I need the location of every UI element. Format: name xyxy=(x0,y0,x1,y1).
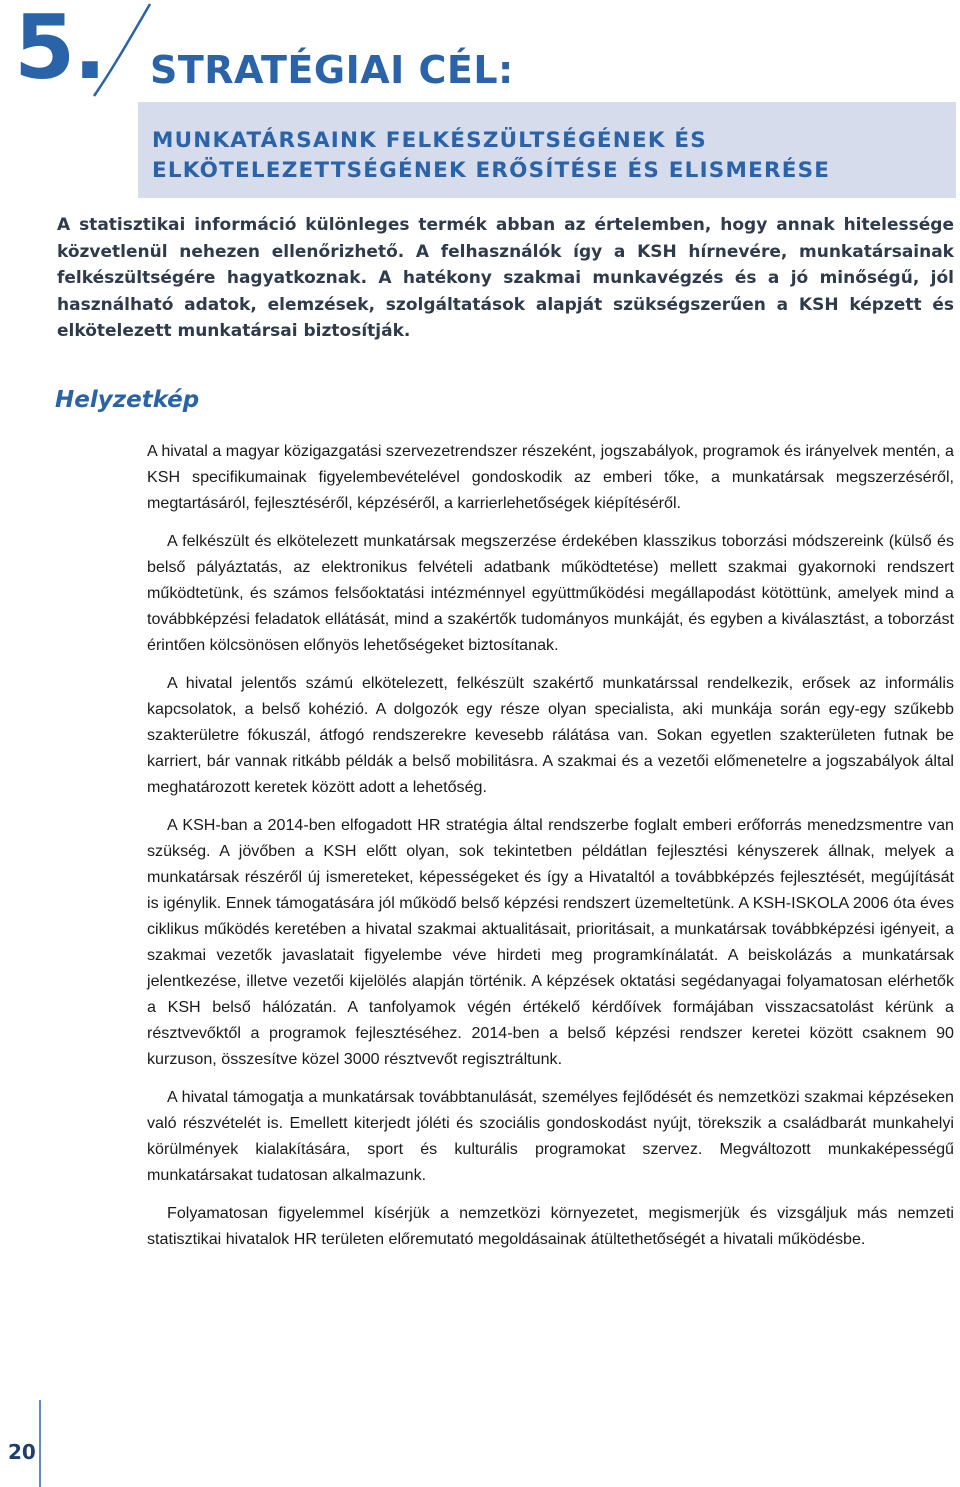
page-title: STRATÉGIAI CÉL: xyxy=(150,48,514,92)
intro-paragraph: A statisztikai információ különleges termék abban az értelemben, hogy annak hitelessége közvetlenül nehezen ellenőrizhető. A felhasználók így a KSH hírnevére, munkatársainak felkészültségére hagyatkoznak. A hatékony szakmai munkavégzés és a jó minőségű, jól használható adatok, elemzések, szolgáltatások alapját szükségszerűen a KSH képzett és elkötelezett munkatársai biztosítják. xyxy=(57,215,954,341)
paragraph: A KSH-ban a 2014-ben elfogadott HR stratégia által rendszerbe foglalt emberi erőforrás menedzsmentre van szükség. A jövőben a KSH előtt olyan, sok tekintetben példátlan fejlesztési kényszerek állnak, melyek a munkatársak részéről új ismereteket, képességeket és így a Hivataltól a továbbképzés fejlesztését, megújítását is igénylik. Ennek támogatására jól működő belső képzési rendszert üzemeltetünk. A KSH-ISKOLA 2006 óta éves ciklikus működés keretében a hivatal szakmai aktualitásait, prioritásait, a munkatársak továbbképzési igényeit, a szakmai vezetők javaslatait figyelembe véve hirdeti meg programkínálatát. A beiskolázás a munkatársak jelentkezése, illetve vezetői kijelölés alapján történik. A képzések oktatási segédanyagai folyamatosan elérhetők a KSH belső hálózatán. A tanfolyamok végén értékelő kérdőívek formájában visszacsatolást kérünk a résztvevőktől a programok fejlesztéséhez. 2014-ben a belső képzési rendszer keretei között csaknem 90 kurzuson, összesítve közel 3000 résztvevőt regisztráltunk. xyxy=(147,816,954,1068)
paragraph: A hivatal támogatja a munkatársak továbbtanulását, személyes fejlődését és nemzetközi szakmai képzéseken való részvételét is. Emellett kiterjedt jóléti és szociális gondoskodást nyújt, törekszik a családbarát munkahelyi körülmények kialakítására, sport és kulturális programokat szervez. Megváltozott munkaképességű munkatársakat tudatosan alkalmazunk. xyxy=(147,1088,954,1184)
page-number-divider-icon xyxy=(35,1400,45,1487)
paragraph: Folyamatosan figyelemmel kísérjük a nemzetközi környezetet, megismerjük és vizsgáljuk más nemzeti statisztikai hivatalok HR területen előremutató megoldásainak átültethetőségét a hivatali működésbe. xyxy=(147,1204,954,1248)
page-number: 20 xyxy=(8,1440,36,1464)
paragraph: A hivatal a magyar közigazgatási szervezetrendszer részeként, jogszabályok, programok és irányelvek mentén, a KSH specifikumainak figyelembevételével gondoskodik az emberi tőke, a munkatársak megszerzéséről, megtartásáról, fejlesztéséről, képzéséről, a karrierlehetőségek kiépítéséről. xyxy=(147,442,954,512)
body-text xyxy=(147,438,954,1264)
paragraph: A hivatal jelentős számú elkötelezett, felkészült szakértő munkatárssal rendelkezik, erősek az informális kapcsolatok, a belső kohézió. A dolgozók egy része olyan specialista, aki munkája során egy-egy szűkebb szakterületre fókuszál, átfogó rendszerekre kevesebb rálátása van. Sokan egyetlen szakterületen futnak be karriert, bár vannak ritkább példák a belső mobilitásra. A szakmai és a vezetői előmenetelre a jogszabályok által meghatározott keretek között adott a lehetőség. xyxy=(147,674,954,796)
paragraph: A felkészült és elkötelezett munkatársak megszerzése érdekében klasszikus toborzási módszereink (külső és belső pályáztatás, az elektronikus felvételi adatbank működtetése) mellett szakmai gyakornoki rendszert működtetünk, és számos felsőoktatási intézménnyel együttműködési megállapodást kötöttünk, amelyek mind a továbbképzési feladatok ellátását, mind a szakértők tudományos munkáját, és egyben a kiválasztást, a toborzást érintően kölcsönösen előnyös lehetőségeket biztosítanak. xyxy=(147,532,954,654)
chapter-number: 5. xyxy=(14,0,105,99)
subtitle-text: MUNKATÁRSAINK FELKÉSZÜLTSÉGÉNEK ÉS ELKÖTELEZETTSÉGÉNEK ERŐSÍTÉSE ÉS ELISMERÉSE xyxy=(152,128,831,183)
section-heading: Helyzetkép xyxy=(55,387,200,413)
subtitle-banner xyxy=(138,102,956,198)
